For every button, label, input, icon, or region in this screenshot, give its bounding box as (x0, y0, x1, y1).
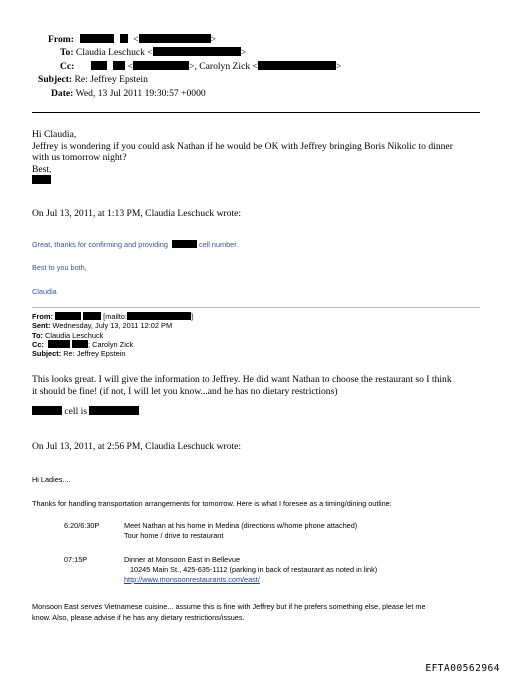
item-details (124, 521, 357, 541)
redaction-block (91, 61, 107, 70)
redaction-block (32, 175, 51, 184)
closing-line: Monsoon East serves Vietnamese cuisine... assume this is fine with Jeffrey but if he prefers something else, please let me (32, 602, 426, 611)
quoted-line: Best to you both, (32, 263, 87, 272)
redaction-block (113, 61, 125, 70)
quoted-closing (32, 601, 426, 623)
fwd-from-row (32, 312, 193, 321)
item-time: 07:15P (64, 555, 88, 564)
angle-close: > (240, 47, 247, 58)
cc-value: >, Carolyn Zick < (189, 61, 258, 72)
redaction-block (258, 61, 336, 70)
angle-open: < (133, 34, 139, 45)
redaction-block (32, 406, 62, 415)
message-body (32, 129, 453, 187)
fwd-cc-label: Cc: (32, 339, 44, 349)
bates-number: EFTA00562964 (425, 663, 500, 674)
closing-line: know. Also, please advise if he has any dietary restrictions/issues. (32, 613, 245, 622)
to-row (60, 47, 246, 58)
subject-label: Subject: (38, 74, 73, 85)
angle-close: > (335, 61, 342, 72)
redaction-block (120, 34, 128, 43)
forward-body (32, 374, 452, 398)
fwd-to-label: To: (32, 330, 43, 340)
angle-close: > (210, 34, 216, 45)
fwd-from-label: From: (32, 312, 53, 321)
fwd-cc-row (32, 340, 193, 349)
cell-text: cell is (64, 406, 88, 417)
redaction-block (83, 312, 101, 320)
body-line: Jeffrey is wondering if you could ask Nathan if he would be OK with Jeffrey bringing Boris Nikolic to dinner (32, 140, 453, 152)
redaction-block (48, 340, 70, 348)
redaction-block (89, 406, 139, 415)
forward-header (32, 312, 193, 358)
cc-label: Cc: (60, 61, 75, 72)
item-line: 10245 Main St., 425-635-1112 (parking in back of restaurant as noted in link) (130, 565, 378, 574)
from-row (48, 34, 216, 45)
redaction-block (139, 34, 211, 43)
redaction-block (133, 61, 189, 70)
quoted-signature: Claudia (32, 287, 57, 296)
signoff: Best, (32, 163, 52, 175)
quoted-text: cell number. (198, 240, 239, 249)
item-line: Dinner at Monsoon East in Bellevue (124, 555, 241, 564)
redaction-block (55, 312, 81, 320)
cc-row (60, 61, 341, 72)
subject-value: Re: Jeffrey Epstein (74, 74, 148, 85)
fwd-cc-value: ; Carolyn Zick (88, 339, 134, 349)
forward-divider (32, 307, 480, 308)
fwd-sent-row (32, 321, 193, 330)
item-time: 6:20/6:30P (64, 521, 100, 530)
greeting: Hi Claudia, (32, 129, 77, 140)
to-value: Claudia Leschuck < (75, 47, 153, 58)
fwd-subject-value: Re: Jeffrey Epstein (63, 349, 126, 359)
quoted-line (32, 240, 238, 249)
date-label: Date: (51, 88, 74, 99)
body-line: it should be fine! (if not, I will let you know...and he has no dietary restrictions) (32, 386, 338, 397)
header-divider (32, 112, 480, 113)
subject-row (38, 74, 148, 85)
body-line: This looks great. I will give the information to Jeffrey. He did want Nathan to choose the restaurant so I think (32, 374, 452, 385)
redaction-block (72, 340, 88, 348)
item-details (124, 555, 377, 585)
quote-attribution: On Jul 13, 2011, at 1:13 PM, Claudia Leschuck wrote: (32, 208, 242, 219)
angle-open: < (127, 61, 134, 72)
redaction-block (80, 34, 114, 43)
redaction-block (127, 312, 194, 321)
item-line: Tour home / drive to restaurant (124, 531, 224, 540)
mailto-close: ] (190, 312, 194, 321)
fwd-sent-value: Wednesday, July 13, 2011 12:02 PM (52, 321, 173, 331)
date-row (51, 88, 206, 99)
item-line: Meet Nathan at his home in Medina (directions w/home phone attached) (124, 521, 358, 530)
from-label: From: (48, 34, 74, 45)
quoted-greeting: Hi Ladies.... (32, 475, 71, 484)
cell-line (32, 406, 139, 417)
redaction-block (153, 47, 241, 56)
restaurant-link[interactable]: http://www.monsoonrestaurants.com/east/ (124, 575, 260, 584)
quote-attribution: On Jul 13, 2011, at 2:56 PM, Claudia Leschuck wrote: (32, 441, 242, 452)
mailto-text: [mailto: (103, 312, 127, 321)
to-label: To: (60, 47, 74, 58)
fwd-to-value: Claudia Leschuck (45, 330, 104, 340)
fwd-sent-label: Sent: (32, 321, 51, 331)
fwd-to-row (32, 331, 193, 340)
fwd-subject-label: Subject: (32, 349, 62, 359)
redaction-block (172, 240, 197, 248)
body-line: with us tomorrow night? (32, 152, 127, 163)
quoted-text: Great, thanks for confirming and providing (32, 240, 168, 249)
quoted-intro: Thanks for handling transportation arrangements for tomorrow. Here is what I foresee as a timing/dining outline: (32, 499, 392, 508)
date-value: Wed, 13 Jul 2011 19:30:57 +0000 (75, 88, 206, 99)
fwd-subject-row (32, 349, 193, 358)
